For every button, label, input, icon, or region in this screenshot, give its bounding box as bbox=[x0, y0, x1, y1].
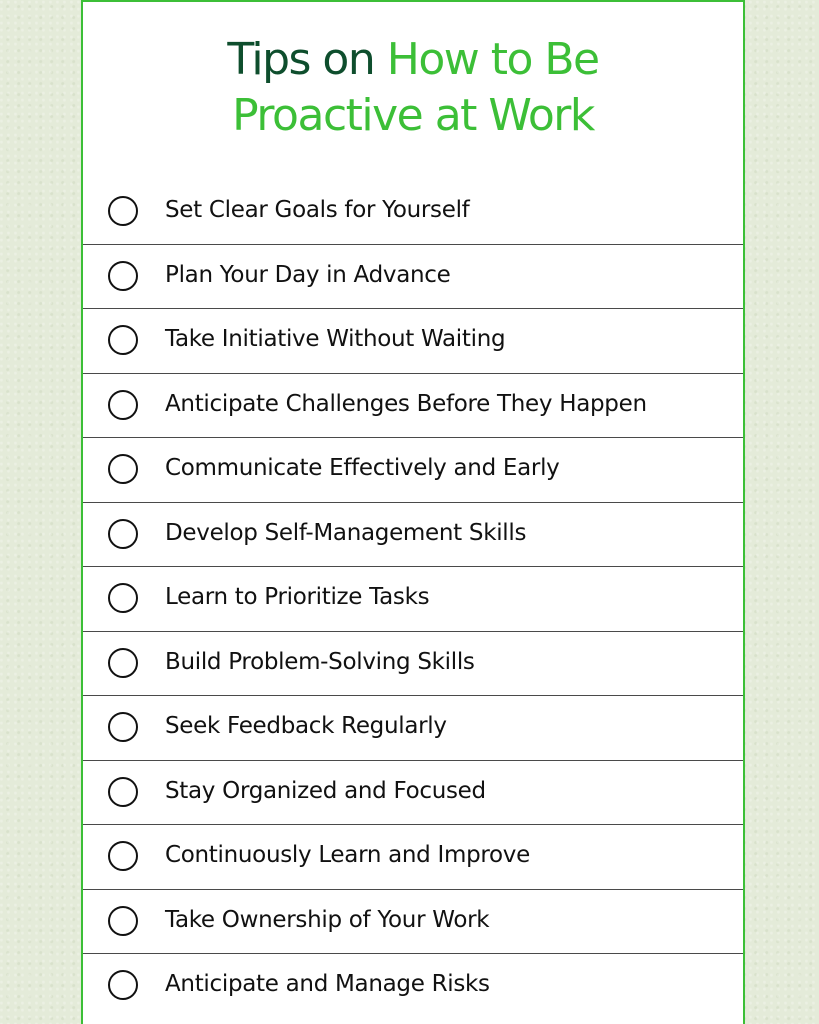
checklist-item-label: Seek Feedback Regularly bbox=[165, 713, 447, 739]
checkbox-circle-icon[interactable] bbox=[108, 841, 138, 871]
checklist-item bbox=[83, 825, 743, 890]
checklist-item bbox=[83, 890, 743, 955]
checklist-item-label: Anticipate Challenges Before They Happen bbox=[165, 390, 647, 417]
tips-checklist bbox=[83, 180, 743, 1019]
checklist-item bbox=[83, 632, 743, 697]
checkbox-circle-icon[interactable] bbox=[108, 583, 138, 613]
checklist-item bbox=[83, 374, 743, 439]
checkbox-circle-icon[interactable] bbox=[108, 196, 138, 226]
checklist-item-label: Learn to Prioritize Tasks bbox=[165, 584, 430, 610]
checkbox-circle-icon[interactable] bbox=[108, 261, 138, 291]
checkbox-circle-icon[interactable] bbox=[108, 970, 138, 1000]
checklist-item bbox=[83, 438, 743, 503]
checkbox-circle-icon[interactable] bbox=[108, 712, 138, 742]
checkbox-circle-icon[interactable] bbox=[108, 648, 138, 678]
title-prefix: Tips on bbox=[227, 34, 387, 85]
checklist-item bbox=[83, 245, 743, 310]
checklist-item bbox=[83, 180, 743, 245]
checklist-item-label: Continuously Learn and Improve bbox=[165, 842, 530, 868]
checklist-item-label: Build Problem-Solving Skills bbox=[165, 648, 475, 675]
page-title bbox=[83, 32, 743, 144]
checklist-item bbox=[83, 503, 743, 568]
checklist-item-label: Anticipate and Manage Risks bbox=[165, 971, 490, 997]
checklist-item bbox=[83, 696, 743, 761]
checklist-item-label: Plan Your Day in Advance bbox=[165, 261, 451, 288]
title-highlight-2: Proactive at Work bbox=[232, 90, 594, 141]
checkbox-circle-icon[interactable] bbox=[108, 906, 138, 936]
checklist-item-label: Communicate Effectively and Early bbox=[165, 455, 560, 481]
title-highlight-1: How to Be bbox=[386, 34, 599, 85]
tips-card bbox=[81, 0, 745, 1024]
checkbox-circle-icon[interactable] bbox=[108, 777, 138, 807]
checklist-item-label: Stay Organized and Focused bbox=[165, 777, 486, 804]
checkbox-circle-icon[interactable] bbox=[108, 454, 138, 484]
checkbox-circle-icon[interactable] bbox=[108, 390, 138, 420]
checklist-item-label: Take Ownership of Your Work bbox=[165, 906, 490, 933]
checklist-item-label: Take Initiative Without Waiting bbox=[165, 326, 506, 352]
checklist-item bbox=[83, 309, 743, 374]
checkbox-circle-icon[interactable] bbox=[108, 325, 138, 355]
checkbox-circle-icon[interactable] bbox=[108, 519, 138, 549]
checklist-item bbox=[83, 567, 743, 632]
checklist-item-label: Develop Self-Management Skills bbox=[165, 519, 527, 546]
checklist-item bbox=[83, 761, 743, 826]
checklist-item-label: Set Clear Goals for Yourself bbox=[165, 197, 470, 223]
checklist-item bbox=[83, 954, 743, 1019]
title-line-1 bbox=[83, 32, 743, 88]
